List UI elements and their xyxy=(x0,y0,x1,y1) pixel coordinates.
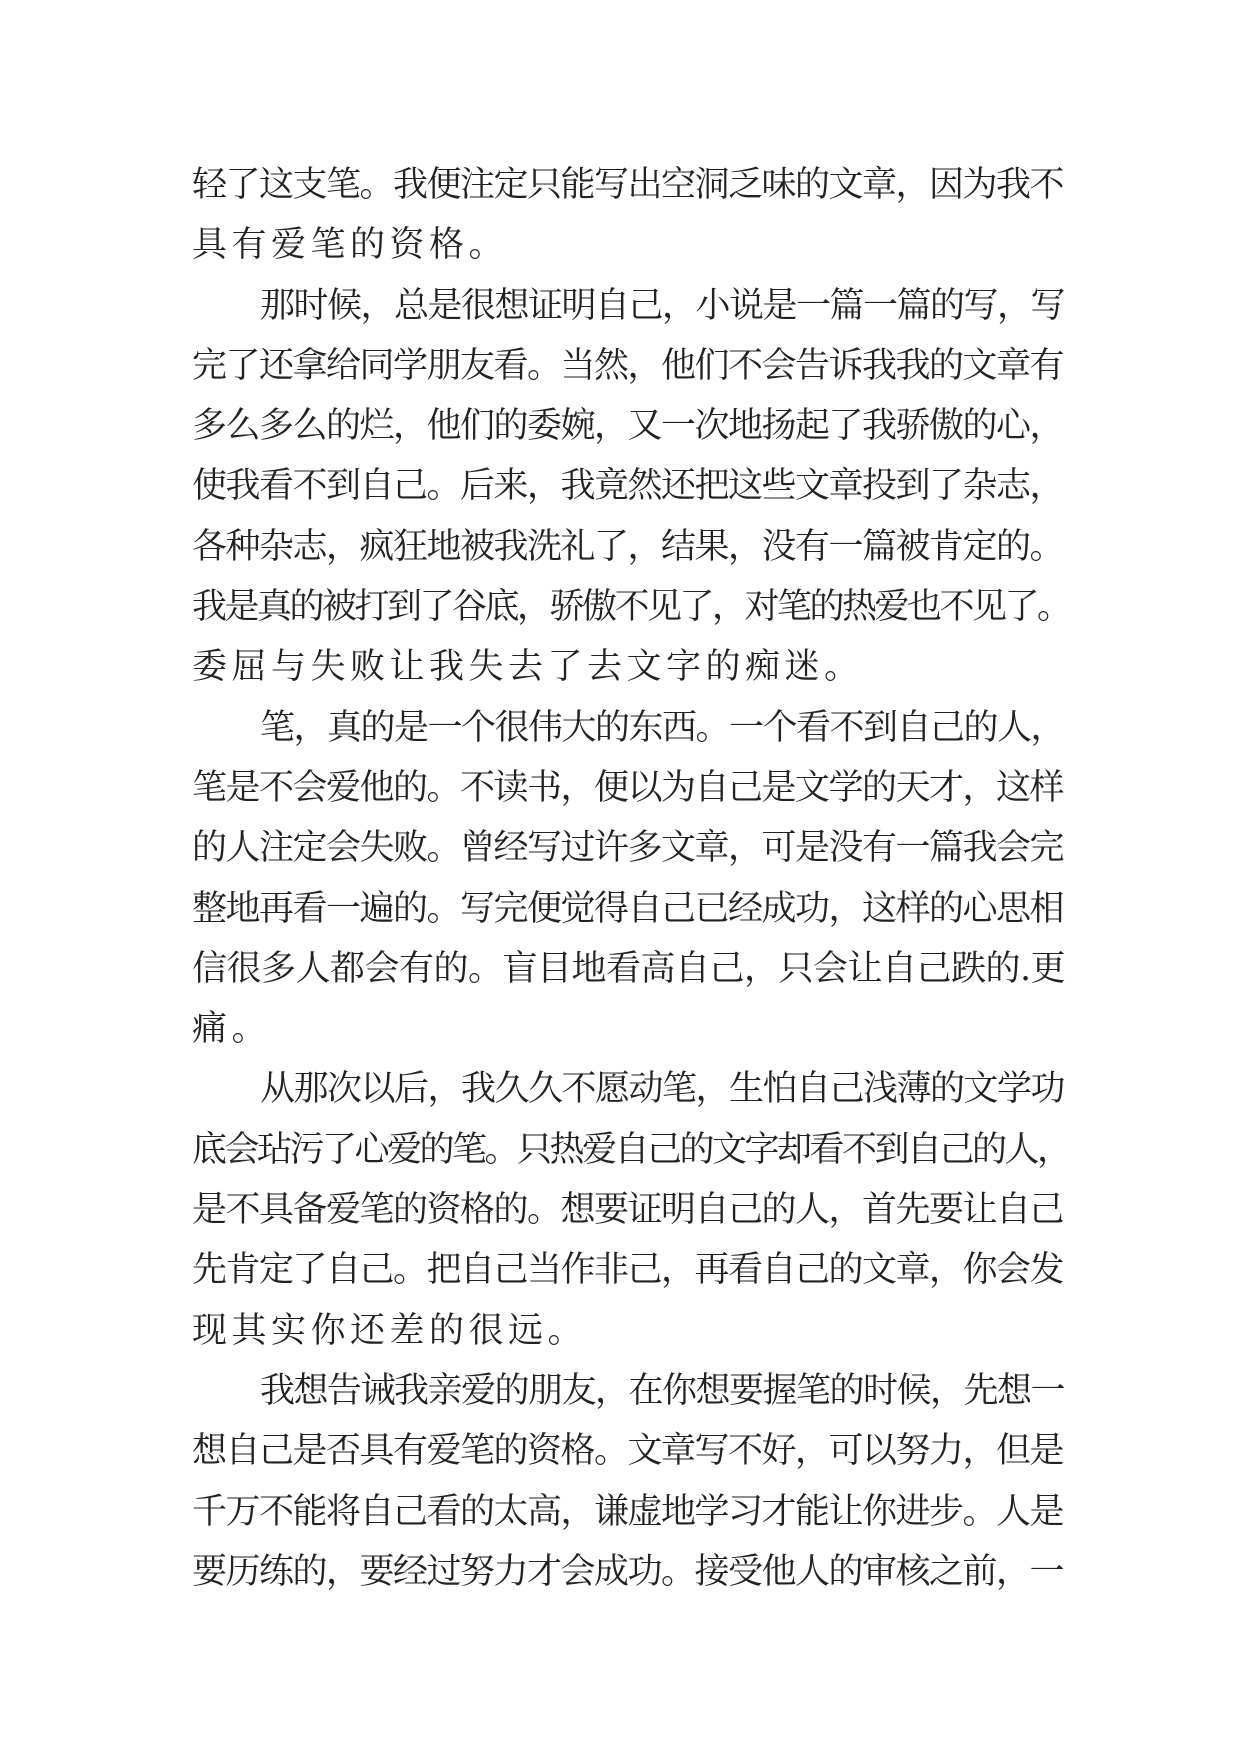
text-line: 那时候，总是很想证明自己，小说是一篇一篇的写，写 xyxy=(260,285,1065,326)
text-line: 笔是不会爱他的。不读书，便以为自己是文学的天才，这样 xyxy=(192,767,1064,808)
text-line: 要历练的，要经过努力才会成功。接受他人的审核之前，一 xyxy=(192,1551,1064,1592)
text-line: 多么多么的烂，他们的委婉，又一次地扬起了我骄傲的心， xyxy=(192,406,1064,447)
text-line: 委屈与失败让我失去了去文字的痴迷。 xyxy=(192,647,864,688)
body-text xyxy=(192,155,1072,1602)
text-line: 想自己是否具有爱笔的资格。文章写不好，可以努力，但是 xyxy=(192,1431,1064,1472)
text-line: 我想告诫我亲爱的朋友，在你想要握笔的时候，先想一 xyxy=(260,1370,1065,1411)
text-line: 完了还拿给同学朋友看。当然，他们不会告诉我我的文章有 xyxy=(192,345,1064,386)
text-line: 底会玷污了心爱的笔。只热爱自己的文字却看不到自己的人， xyxy=(192,1129,1070,1170)
text-line: 是不具备爱笔的资格的。想要证明自己的人，首先要让自己 xyxy=(192,1190,1064,1231)
text-line: 我是真的被打到了谷底，骄傲不见了，对笔的热爱也不见了。 xyxy=(192,587,1070,628)
text-line: 现其实你还差的很远。 xyxy=(192,1310,588,1351)
text-line: 的人注定会失败。曾经写过许多文章，可是没有一篇我会完 xyxy=(192,828,1064,869)
text-line: 先肯定了自己。把自己当作非己，再看自己的文章，你会发 xyxy=(192,1250,1064,1291)
text-line: 轻了这支笔。我便注定只能写出空洞乏味的文章，因为我不 xyxy=(192,165,1064,205)
text-line: 具有爱笔的资格。 xyxy=(192,225,509,266)
text-line: 信很多人都会有的。盲目地看高自己，只会让自己跌的.更 xyxy=(192,948,1066,989)
text-line: 千万不能将自己看的太高，谦虚地学习才能让你进步。人是 xyxy=(192,1491,1064,1532)
text-line: 笔，真的是一个很伟大的东西。一个看不到自己的人， xyxy=(260,707,1065,748)
text-line: 整地再看一遍的。写完便觉得自己已经成功，这样的心思相 xyxy=(192,888,1064,929)
text-line: 使我看不到自己。后来，我竟然还把这些文章投到了杂志， xyxy=(192,466,1064,507)
text-line: 各种杂志，疯狂地被我洗礼了，结果，没有一篇被肯定的。 xyxy=(192,526,1064,567)
text-line: 从那次以后，我久久不愿动笔，生怕自己浅薄的文学功 xyxy=(260,1069,1065,1110)
text-line: 痛。 xyxy=(192,1009,272,1050)
